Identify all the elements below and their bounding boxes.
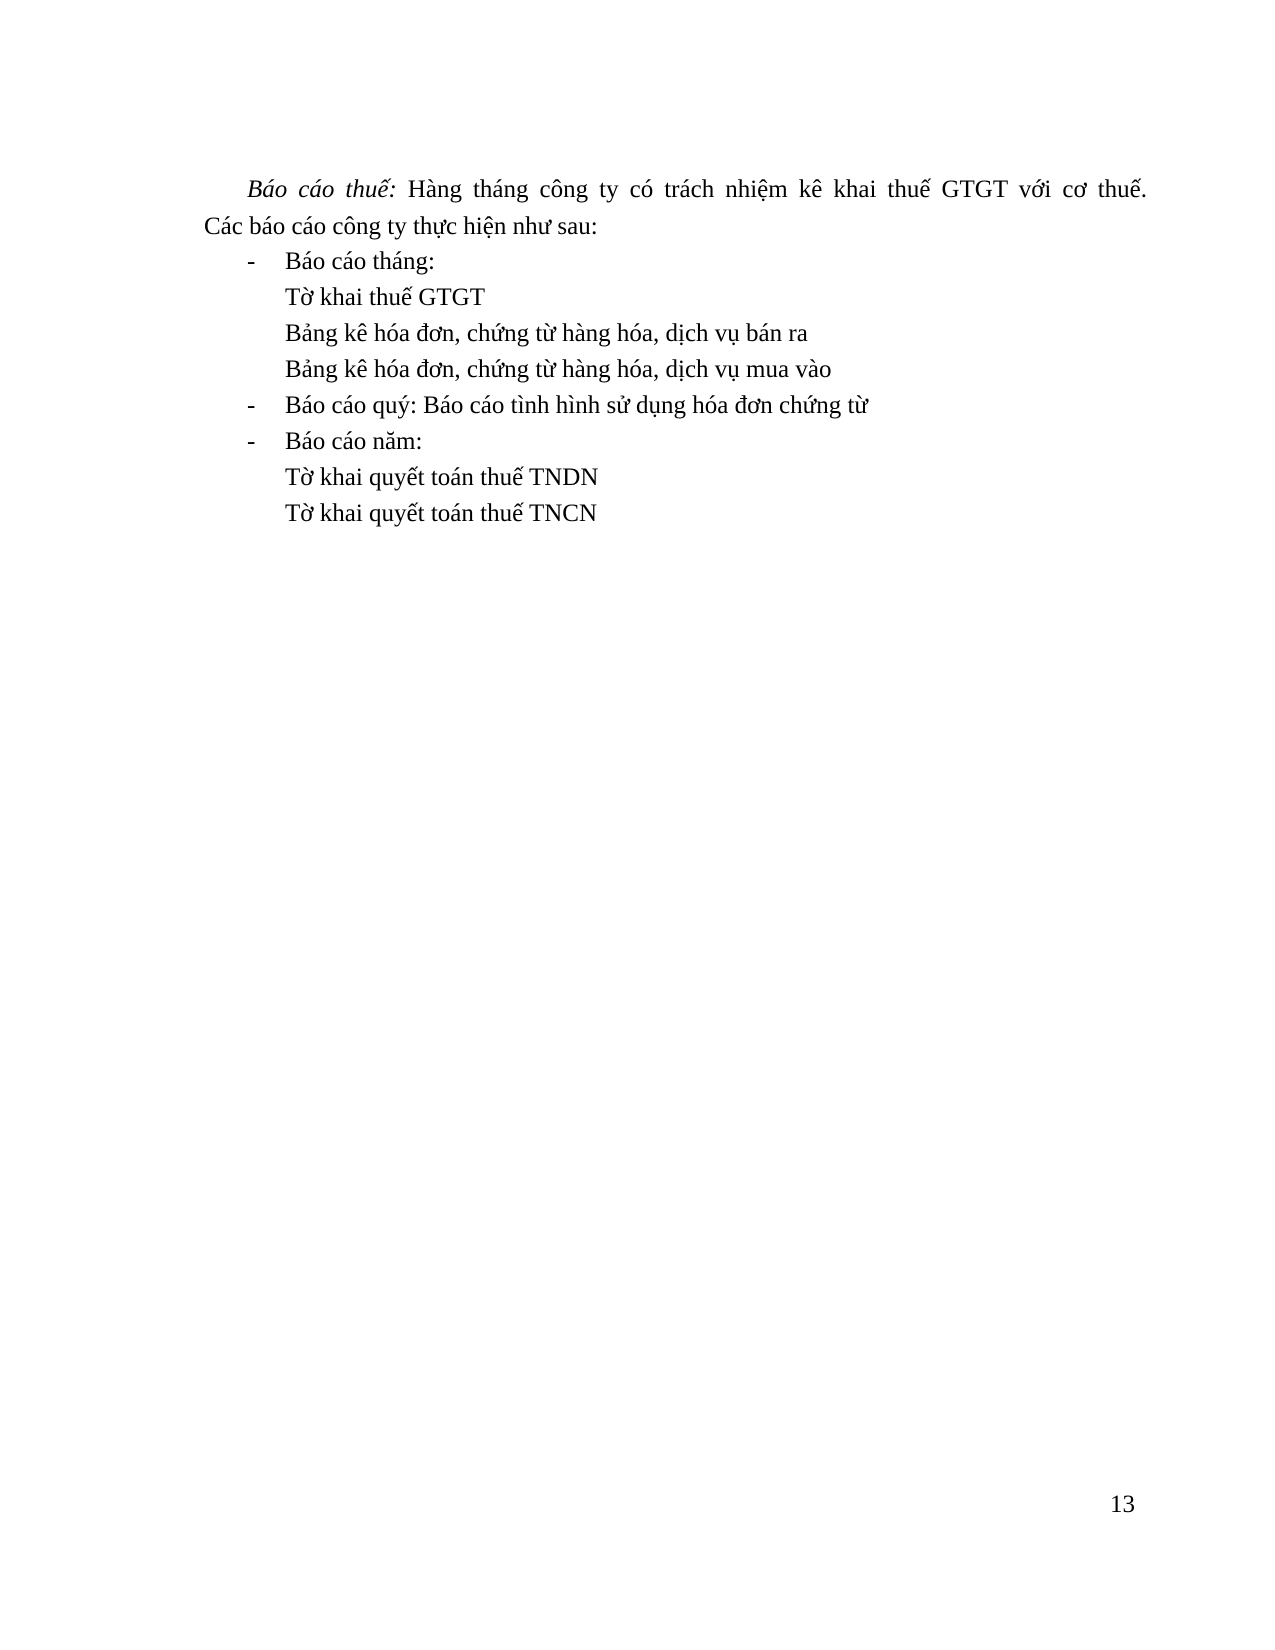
report-detail: Bảng kê hóa đơn, chứng từ hàng hóa, dịch vụ mua vào [285,356,832,383]
report-detail: Tờ khai quyết toán thuế TNDN [285,464,599,491]
report-item-quarterly: Báo cáo quý: Báo cáo tình hình sử dụng hóa đơn chứng từ [285,392,868,419]
intro-paragraph-line-1 [247,175,1147,205]
bullet-dash: - [247,392,256,419]
intro-lead-heading: Báo cáo thuế: [247,176,397,203]
bullet-dash: - [247,248,256,275]
bullet-dash: - [247,428,256,455]
intro-text-line-2: Các báo cáo công ty thực hiện như sau: [204,213,598,240]
intro-text-line-1: Hàng tháng công ty có trách nhiệm kê khai thuế GTGT với cơ thuế. [396,176,1148,203]
report-detail: Bảng kê hóa đơn, chứng từ hàng hóa, dịch vụ bán ra [285,320,808,347]
report-item-annual: Báo cáo năm: [285,428,423,455]
page-number: 13 [1110,1491,1135,1518]
report-detail: Tờ khai quyết toán thuế TNCN [285,500,598,527]
report-item-monthly: Báo cáo tháng: [285,248,435,275]
report-detail: Tờ khai thuế GTGT [285,284,485,311]
